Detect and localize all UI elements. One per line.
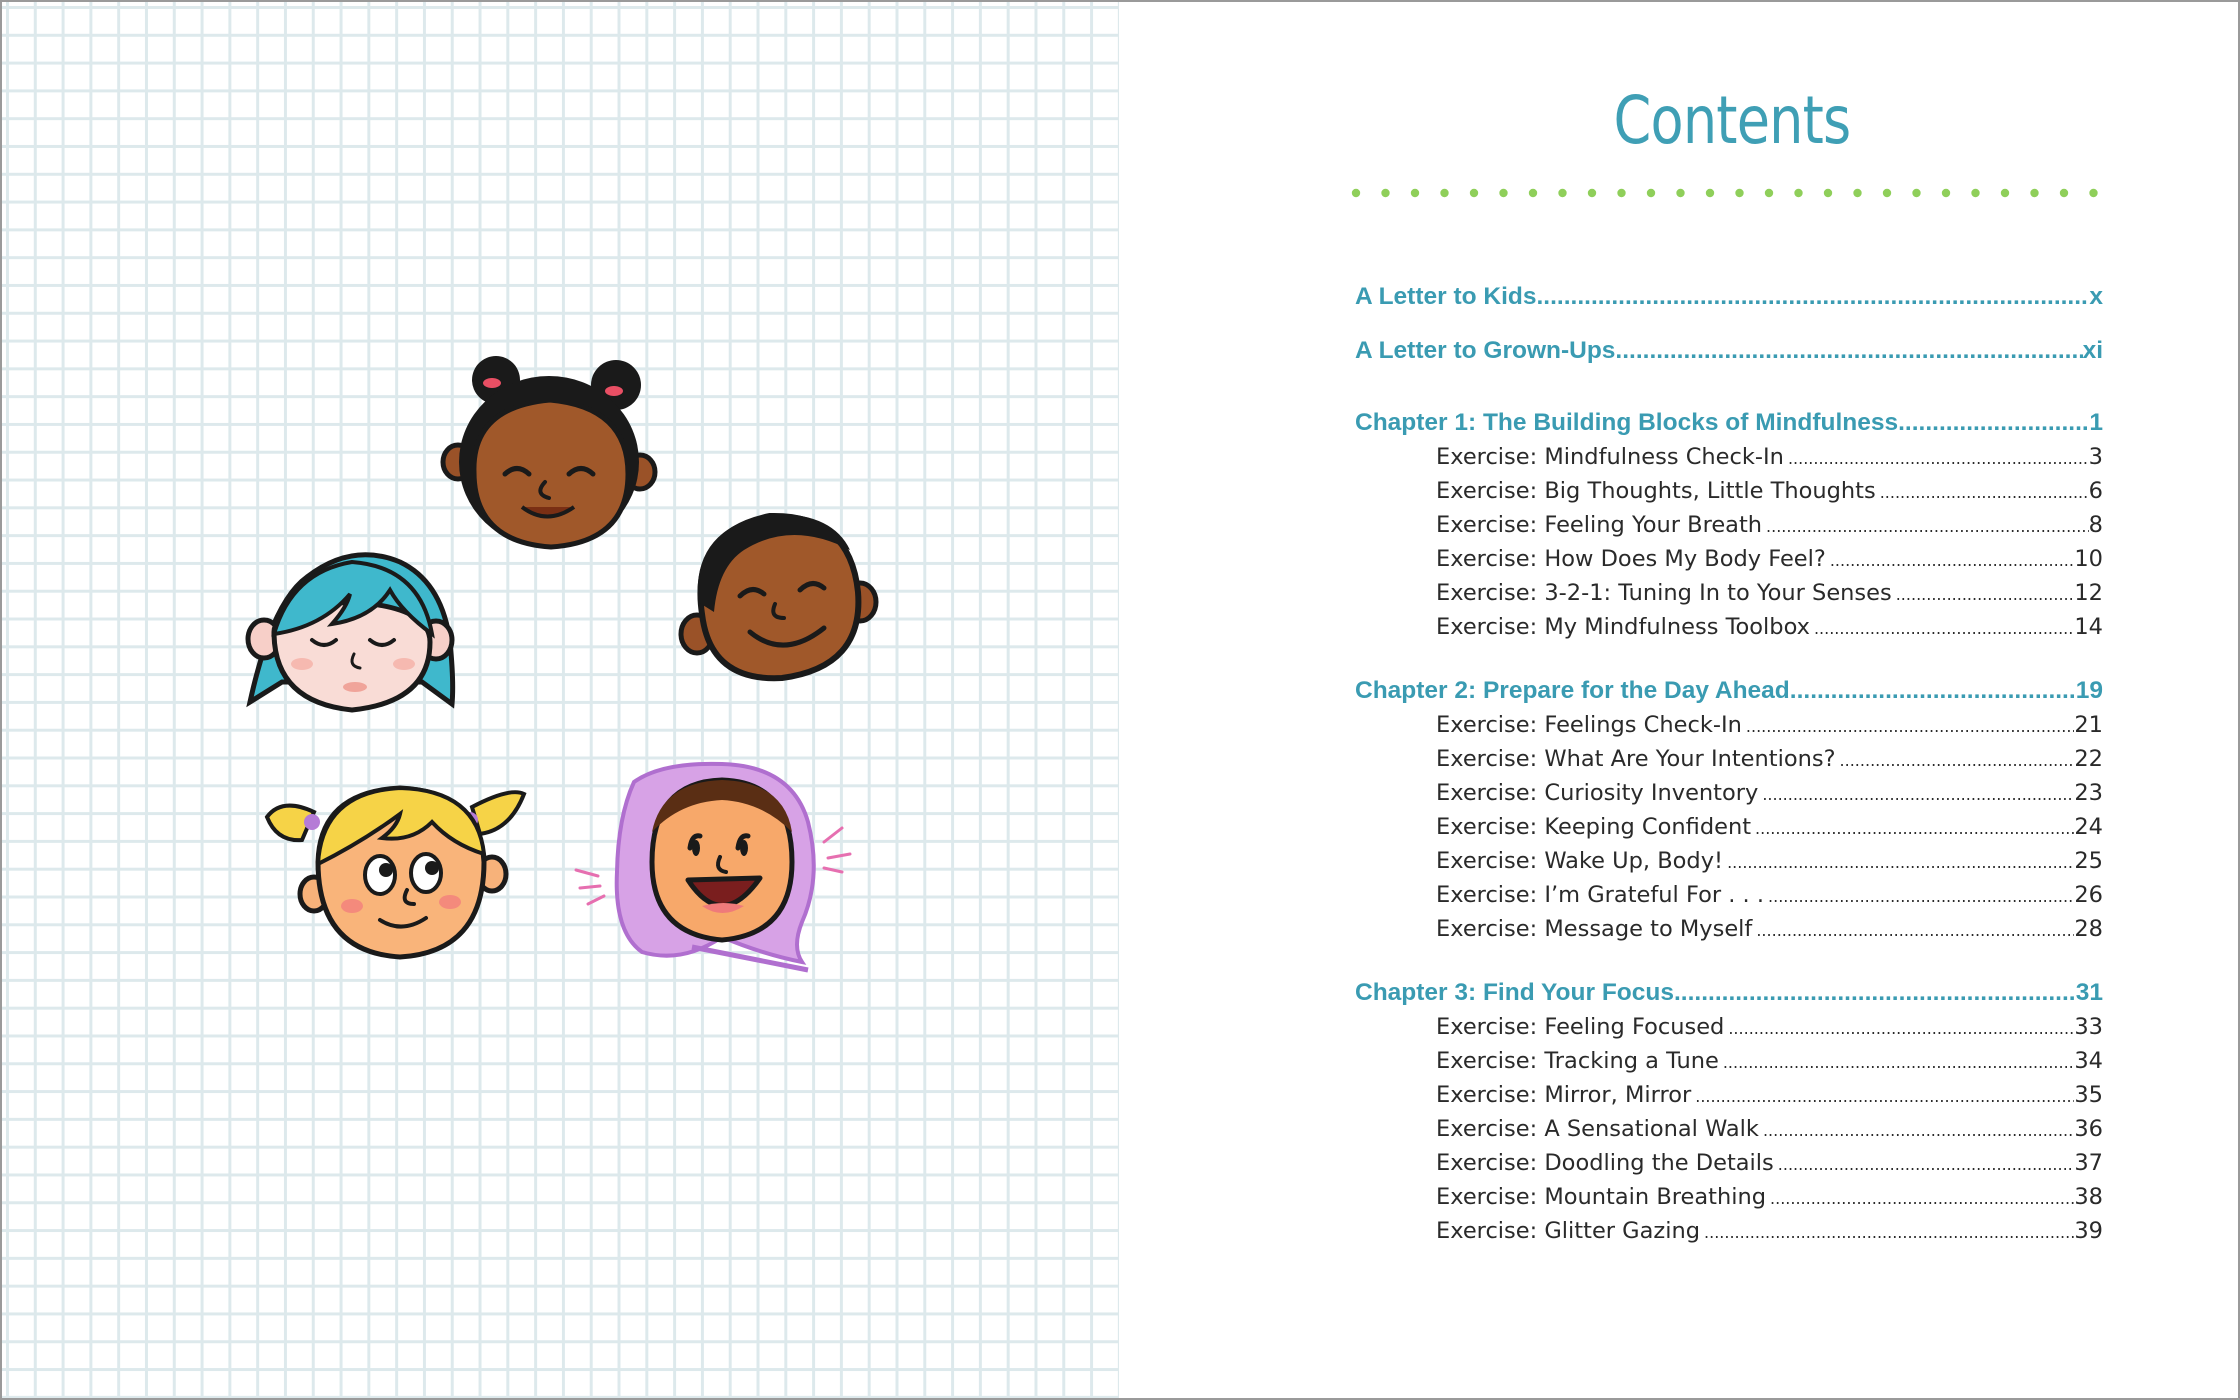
toc-exercise[interactable] [1355, 508, 2103, 542]
dot-leader [1840, 742, 2075, 776]
dot-leader [1790, 674, 2076, 708]
exercise-page: 25 [2074, 848, 2103, 874]
exercise-title: Exercise: Message to Myself [1436, 916, 1753, 942]
toc-exercise[interactable] [1355, 1078, 2103, 1112]
left-page-grid [2, 2, 1119, 1398]
blonde-pigtails-girl-face-icon [267, 788, 524, 957]
toc-exercise[interactable] [1355, 844, 2103, 878]
exercise-title: Exercise: Glitter Gazing [1436, 1218, 1701, 1244]
page-title: Contents [1613, 82, 1851, 159]
exercise-page: 35 [2074, 1082, 2103, 1108]
exercise-page: 24 [2074, 814, 2103, 840]
chapter-title: Chapter 3: Find Your Focus [1355, 979, 1674, 1006]
exercise-title: Exercise: Curiosity Inventory [1436, 780, 1759, 806]
exercise-title: Exercise: Feeling Focused [1436, 1014, 1725, 1040]
toc-exercise[interactable] [1355, 1146, 2103, 1180]
dot-leader [1537, 280, 2090, 314]
toc-exercise[interactable] [1355, 1044, 2103, 1078]
blue-hair-girl-face-icon [248, 555, 453, 710]
toc-exercise[interactable] [1355, 474, 2103, 508]
chapter-title: Chapter 1: The Building Blocks of Mindfulness [1355, 409, 1899, 436]
exercise-title: Exercise: Feeling Your Breath [1436, 512, 1763, 538]
exercise-page: 28 [2074, 916, 2103, 942]
exercise-title: Exercise: My Mindfulness Toolbox [1436, 614, 1810, 640]
chapter-title: Chapter 2: Prepare for the Day Ahead [1355, 677, 1790, 704]
toc-exercise[interactable] [1355, 576, 2103, 610]
exercise-title: Exercise: Keeping Confident [1436, 814, 1752, 840]
toc-exercise[interactable] [1355, 440, 2103, 474]
exercise-page: 39 [2074, 1218, 2103, 1244]
toc-exercise[interactable] [1355, 1214, 2103, 1248]
dot-leader [1615, 334, 2082, 368]
toc-exercise[interactable] [1355, 810, 2103, 844]
dot-leader [1896, 576, 2075, 610]
dot-leader [1778, 1146, 2075, 1180]
exercise-title: Exercise: Mirror, Mirror [1436, 1082, 1692, 1108]
toc-entry-title: A Letter to Kids [1355, 283, 1537, 310]
hijab-girl-face-icon [576, 764, 850, 970]
toc-exercise[interactable] [1355, 912, 2103, 946]
dot-leader [1756, 912, 2074, 946]
toc-chapter-3[interactable] [1355, 976, 2103, 1010]
dot-leader [1788, 440, 2089, 474]
chapter-page: 1 [2089, 409, 2103, 436]
dot-leader [1728, 1010, 2074, 1044]
exercise-page: 26 [2074, 882, 2103, 908]
toc-entry-title: A Letter to Grown-Ups [1355, 337, 1616, 364]
toc-exercise[interactable] [1355, 708, 2103, 742]
dot-leader [1768, 878, 2074, 912]
dot-leader [1762, 776, 2074, 810]
exercise-title: Exercise: Wake Up, Body! [1436, 848, 1724, 874]
toc-exercise[interactable] [1355, 542, 2103, 576]
toc-entry-letter-to-grownups[interactable] [1355, 334, 2103, 368]
exercise-title: Exercise: 3-2-1: Tuning In to Your Senses [1436, 580, 1892, 606]
toc-entry-page: x [2089, 283, 2103, 310]
exercise-page: 3 [2088, 444, 2103, 470]
exercise-page: 8 [2088, 512, 2103, 538]
table-of-contents [1355, 280, 2103, 1248]
dot-leader [1704, 1214, 2074, 1248]
dot-leader [1880, 474, 2089, 508]
toc-exercise[interactable] [1355, 1112, 2103, 1146]
exercise-title: Exercise: Mountain Breathing [1436, 1184, 1767, 1210]
exercise-page: 34 [2074, 1048, 2103, 1074]
boy-face-icon [681, 514, 876, 678]
chapter-page: 19 [2075, 677, 2103, 704]
exercise-page: 6 [2088, 478, 2103, 504]
toc-exercise[interactable] [1355, 742, 2103, 776]
toc-exercise[interactable] [1355, 1180, 2103, 1214]
dot-leader [1770, 1180, 2074, 1214]
toc-chapter-1[interactable] [1355, 406, 2103, 440]
kids-faces-illustration [2, 2, 1119, 1398]
dot-leader [1814, 610, 2074, 644]
toc-exercise[interactable] [1355, 776, 2103, 810]
exercise-title: Exercise: A Sensational Walk [1436, 1116, 1759, 1142]
dot-leader [1674, 976, 2076, 1010]
contents-page [1119, 2, 2238, 1398]
exercise-page: 37 [2074, 1150, 2103, 1176]
exercise-page: 14 [2074, 614, 2103, 640]
exercise-title: Exercise: How Does My Body Feel? [1436, 546, 1826, 572]
exercise-page: 33 [2074, 1014, 2103, 1040]
dot-leader [1763, 1112, 2074, 1146]
exercise-page: 10 [2074, 546, 2103, 572]
dot-leader [1898, 406, 2089, 440]
exercise-page: 22 [2074, 746, 2103, 772]
dot-leader [1695, 1078, 2074, 1112]
exercise-title: Exercise: Big Thoughts, Little Thoughts [1436, 478, 1876, 504]
dot-leader [1755, 810, 2074, 844]
toc-entry-letter-to-kids[interactable] [1355, 280, 2103, 314]
dotted-divider [1351, 186, 2103, 200]
toc-exercise[interactable] [1355, 610, 2103, 644]
dot-leader [1746, 708, 2074, 742]
exercise-page: 38 [2074, 1184, 2103, 1210]
toc-exercise[interactable] [1355, 878, 2103, 912]
exercise-title: Exercise: What Are Your Intentions? [1436, 746, 1836, 772]
dot-leader [1766, 508, 2089, 542]
chapter-page: 31 [2075, 979, 2103, 1006]
dot-leader [1830, 542, 2075, 576]
exercise-title: Exercise: I’m Grateful For . . . [1436, 882, 1765, 908]
exercise-page: 12 [2074, 580, 2103, 606]
exercise-page: 36 [2074, 1116, 2103, 1142]
exercise-title: Exercise: Feelings Check-In [1436, 712, 1742, 738]
toc-chapter-2[interactable] [1355, 674, 2103, 708]
dot-leader [1723, 1044, 2075, 1078]
toc-entry-page: xi [2082, 337, 2103, 364]
exercise-title: Exercise: Doodling the Details [1436, 1150, 1774, 1176]
exercise-title: Exercise: Mindfulness Check-In [1436, 444, 1784, 470]
exercise-title: Exercise: Tracking a Tune [1436, 1048, 1719, 1074]
toc-exercise[interactable] [1355, 1010, 2103, 1044]
exercise-page: 23 [2074, 780, 2103, 806]
exercise-page: 21 [2074, 712, 2103, 738]
girl-with-buns-face-icon [443, 356, 655, 548]
dot-leader [1727, 844, 2074, 878]
